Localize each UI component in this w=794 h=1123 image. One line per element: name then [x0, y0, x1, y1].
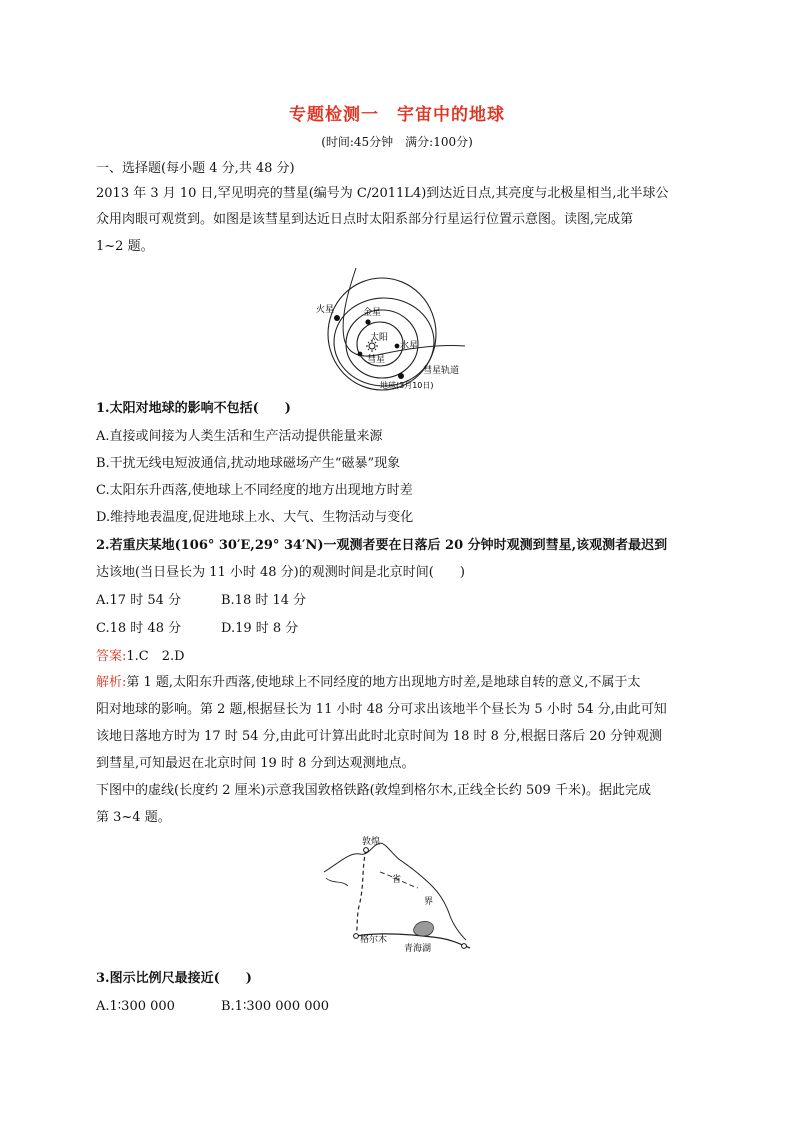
- question-1-option-a[interactable]: A.直接或间接为人类生活和生产活动提供能量来源: [96, 429, 383, 444]
- question-1-stem: 1.太阳对地球的影响不包括( ): [96, 401, 291, 416]
- analysis-line-4: 到彗星,可知最迟在北京时间 19 时 8 分到达观测地点。: [96, 756, 415, 771]
- question-2-stem-line-2: 达该地(当日昼长为 11 小时 48 分)的观测时间是北京时间( ): [96, 565, 465, 580]
- venus-label: 金星: [363, 308, 382, 318]
- question-2-option-b[interactable]: B.18 时 14 分: [221, 593, 307, 608]
- province-boundary: [324, 843, 466, 940]
- question-3-stem: 3.图示比例尺最接近( ): [96, 971, 252, 986]
- earth-label: 地球(3月10日): [380, 381, 434, 390]
- solar-system-figure: [300, 266, 500, 396]
- comet-orbit-label: 彗星轨道: [423, 366, 460, 376]
- question-1-option-c[interactable]: C.太阳东升西落,使地球上不同经度的地方出现地方时差: [96, 483, 413, 498]
- mercury-dot: [395, 344, 400, 349]
- intro-line-3: 1~2 题。: [96, 239, 154, 254]
- qinghai-lake-label: 青海湖: [404, 944, 432, 954]
- golmud-dot: [354, 934, 359, 939]
- comet-label: 彗星: [367, 355, 386, 365]
- mars-label: 火星: [316, 305, 335, 315]
- rivers: [326, 878, 348, 886]
- dunhuang-label: 敦煌: [362, 837, 381, 847]
- qinghai-lake-shape: [414, 921, 434, 936]
- question-2-option-c[interactable]: C.18 时 48 分: [96, 621, 182, 636]
- answer-label: 答案:: [96, 649, 127, 664]
- railway-map-figure: [320, 832, 480, 957]
- analysis-line-1: [96, 674, 640, 692]
- question-1-option-d[interactable]: D.维持地表温度,促进地球上水、大气、生物活动与变化: [96, 510, 414, 525]
- analysis-label: 解析:: [96, 675, 127, 690]
- mercury-label: 水星: [400, 341, 419, 351]
- golmud-label: 格尔木: [360, 935, 388, 945]
- comet-dot: [358, 352, 363, 357]
- answer-text: 1.C 2.D: [126, 649, 185, 664]
- intro-line-2: 众用肉眼可观赏到。如图是该彗星到达近日点时太阳系部分行星运行位置示意图。读图,完成第: [96, 212, 634, 227]
- analysis-line-2: 阳对地球的影响。第 2 题,根据昼长为 11 小时 48 分可求出该地半个昼长为 5 小时 54 分,由此可知: [96, 702, 667, 717]
- analysis-text-1: 第 1 题,太阳东升西落,使地球上不同经度的地方出现地方时差,是地球自转的意义,不属于太: [126, 675, 641, 690]
- question-3-option-b[interactable]: B.1∶300 000 000: [221, 999, 330, 1014]
- page-title: 专题检测一 宇宙中的地球: [289, 105, 505, 125]
- dunhuang-dot: [364, 848, 369, 853]
- sun-label: 太阳: [370, 333, 389, 343]
- intro2-line-2: 第 3~4 题。: [96, 810, 171, 825]
- dunge-railway: [356, 850, 366, 936]
- intro2-line-1: 下图中的虚线(长度约 2 厘米)示意我国敦格铁路(敦煌到格尔木,正线全长约 509 千米)。据此完成: [96, 783, 652, 798]
- venus-dot: [365, 319, 370, 324]
- question-3-option-a[interactable]: A.1∶300 000: [96, 999, 175, 1014]
- question-2-option-a[interactable]: A.17 时 54 分: [96, 593, 182, 608]
- province-label-jie: 界: [424, 897, 434, 907]
- analysis-line-3: 该地日落地方时为 17 时 54 分,由此可计算出此时北京时间为 18 时 8 分,根据日落后 20 分钟观测: [96, 729, 663, 744]
- section-heading: 一、选择题(每小题 4 分,共 48 分): [96, 161, 295, 176]
- province-label-sheng: 省: [392, 875, 402, 885]
- page-subtitle: (时间:45分钟 满分:100分): [321, 135, 473, 149]
- earth-dot: [398, 373, 404, 379]
- intro-line-1: 2013 年 3 月 10 日,罕见明亮的彗星(编号为 C/2011L4)到达近日点,其亮度与北极星相当,北半球公: [96, 186, 669, 201]
- mars-dot: [334, 315, 340, 321]
- question-2-stem-line-1: 2.若重庆某地(106° 30′E,29° 34′N)一观测者要在日落后 20 分钟时观测到彗星,该观测者最迟到: [96, 538, 668, 553]
- answer-line: [96, 648, 185, 666]
- xining-dot: [462, 944, 467, 949]
- question-1-option-b[interactable]: B.干扰无线电短波通信,扰动地球磁场产生“磁暴”现象: [96, 456, 401, 471]
- question-2-option-d[interactable]: D.19 时 8 分: [221, 621, 299, 636]
